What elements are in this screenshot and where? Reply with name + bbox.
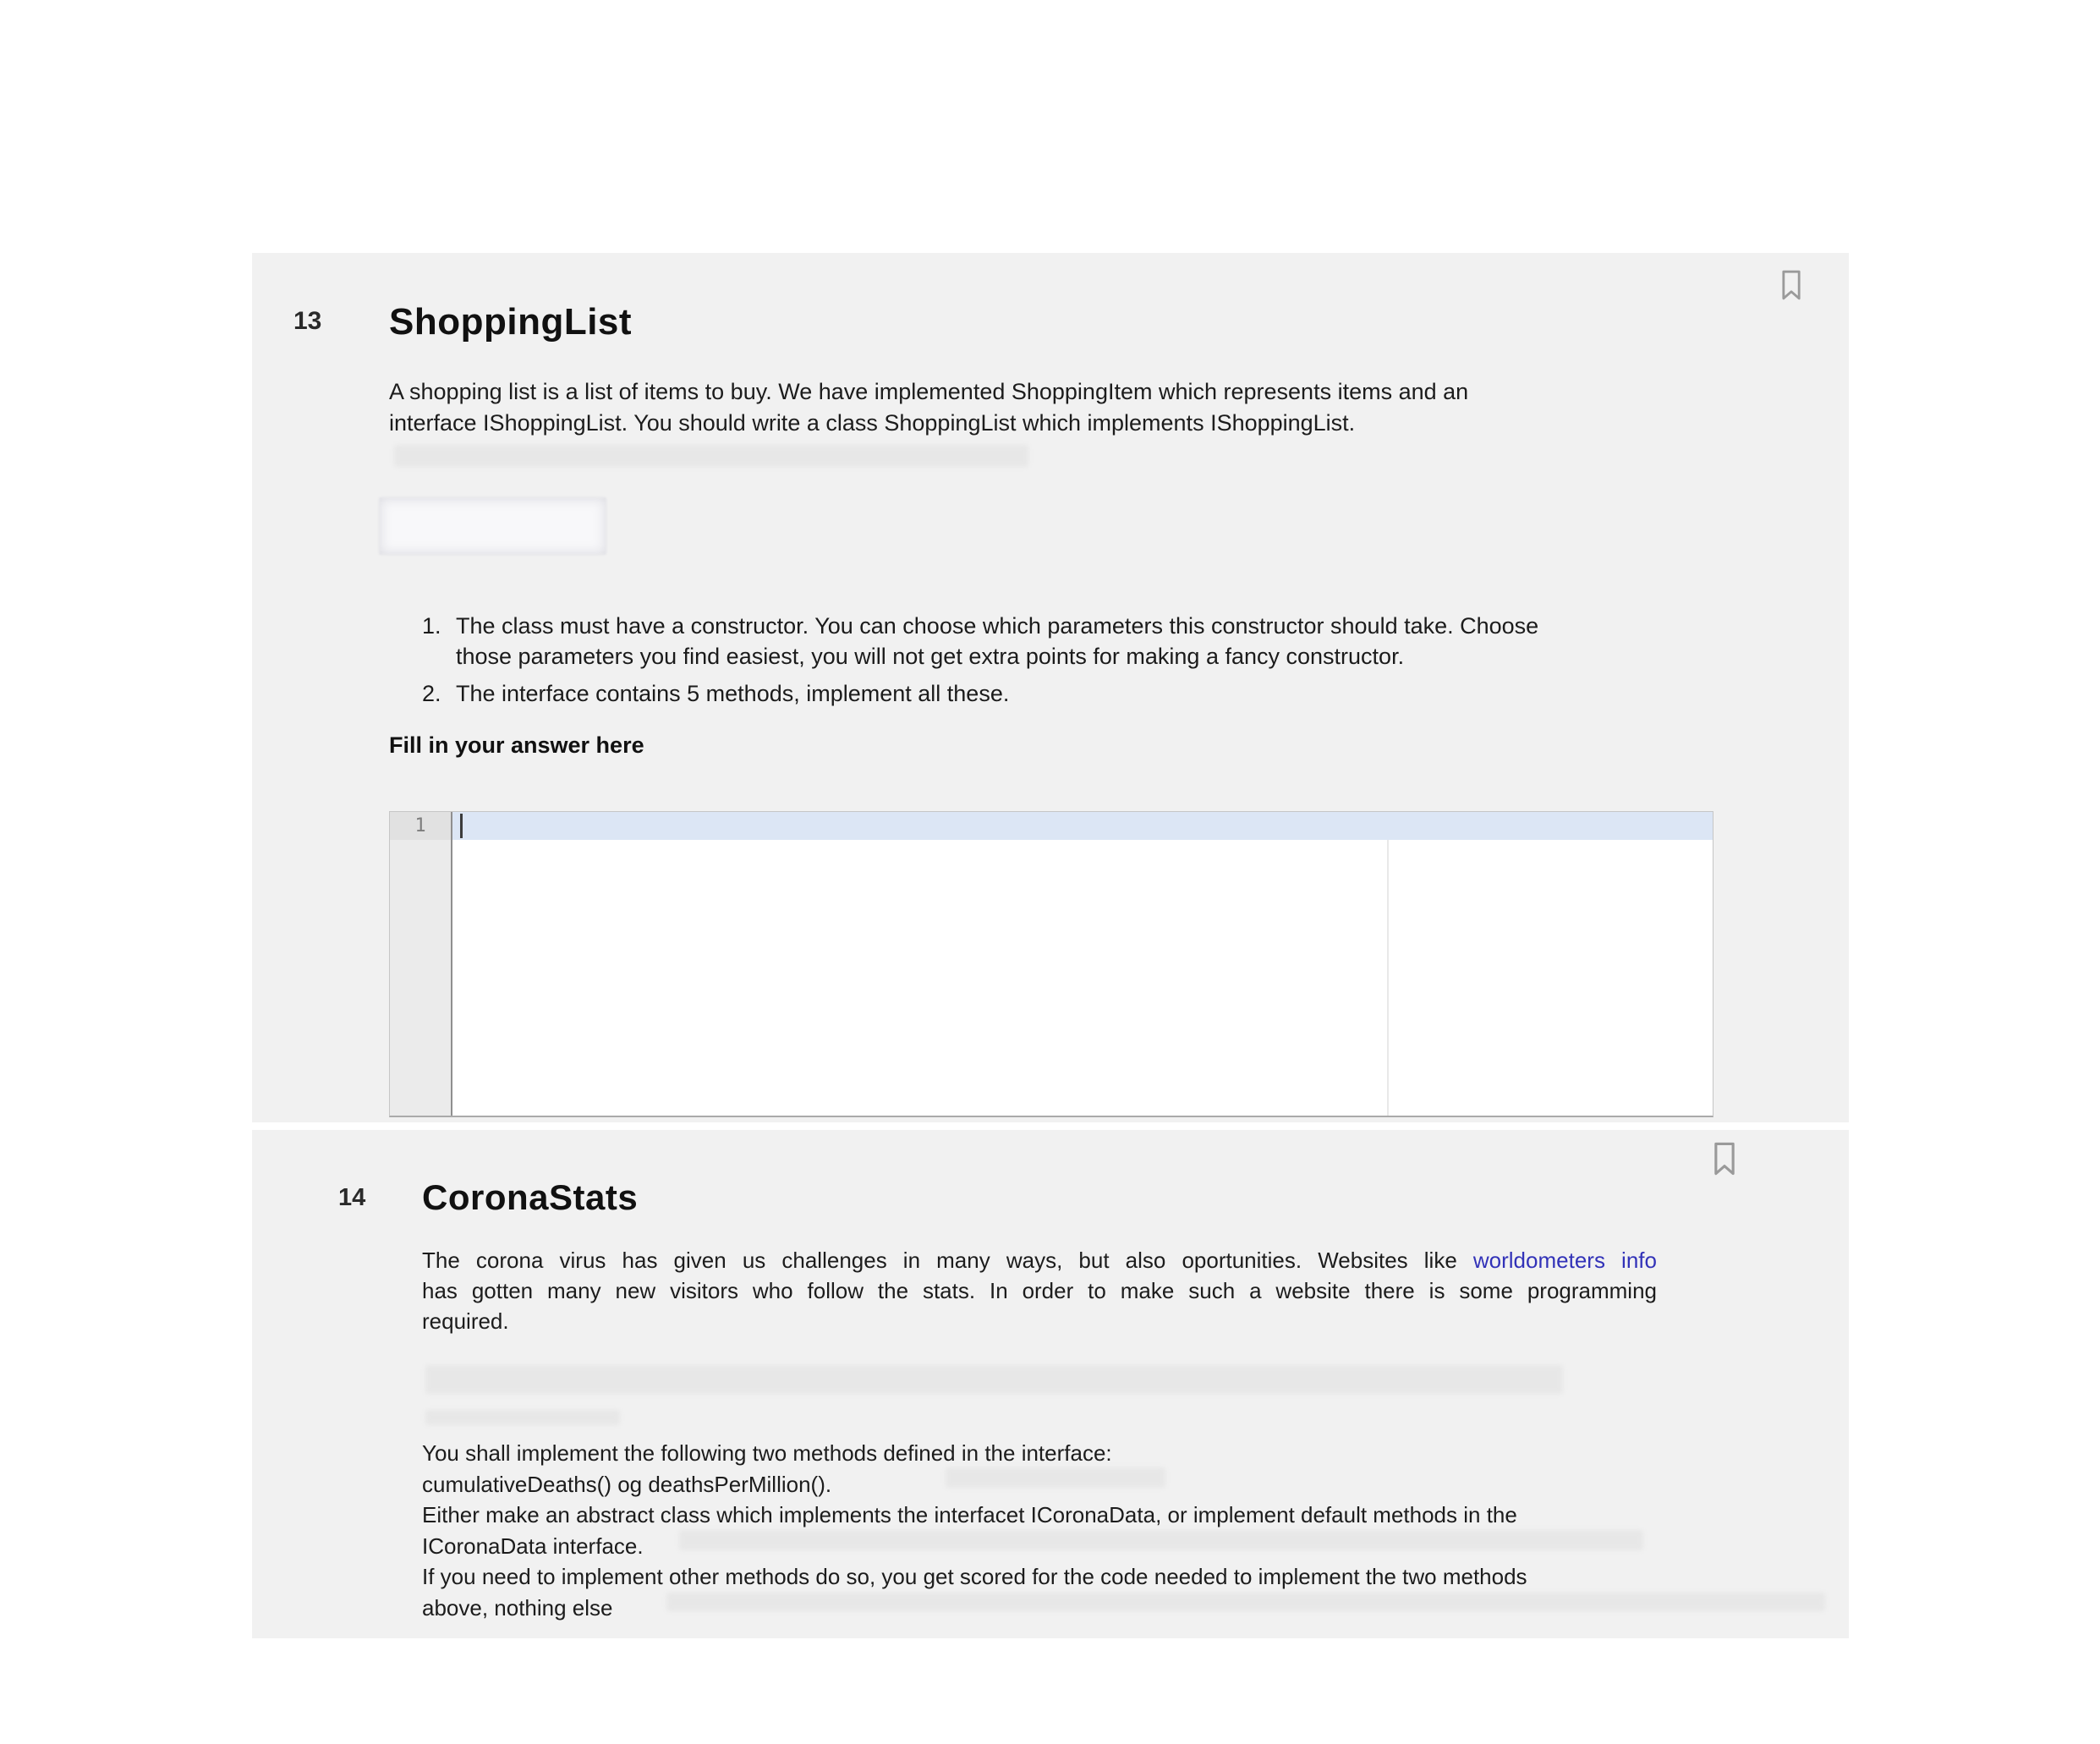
instruction-line: You shall implement the following two methods defined in the interface: [422, 1440, 1112, 1466]
page-fold-artifact [1387, 840, 1389, 1116]
line-number: 1 [390, 812, 451, 840]
question-title: ShoppingList [389, 301, 633, 343]
description-line: has gotten many new visitors who follow the stats. In order to make such a website there is some programming [422, 1278, 1657, 1303]
faded-image-artifact [379, 497, 606, 555]
description-line [422, 1245, 1657, 1275]
faded-text-artifact [946, 1467, 1165, 1488]
instruction-line: above, nothing else [422, 1594, 613, 1621]
bookmark-question-13-button[interactable] [1774, 266, 1808, 304]
instruction-line: If you need to implement other methods do so, you get scored for the code needed to implement the two methods [422, 1564, 1527, 1589]
requirements-list [422, 611, 1538, 716]
code-editor[interactable] [389, 811, 1713, 1117]
answer-prompt-label: Fill in your answer here [389, 732, 644, 758]
list-item-text [456, 611, 1538, 672]
worldometers-link[interactable]: worldometers info [1472, 1248, 1657, 1273]
editor-text-area[interactable] [452, 812, 1713, 1116]
text-cursor [460, 814, 463, 838]
question-number: 14 [338, 1184, 366, 1211]
list-item-line: The class must have a constructor. You can choose which parameters this constructor should take. Choose [456, 613, 1539, 639]
question-title: CoronaStats [422, 1177, 639, 1217]
list-item-marker: 2. [422, 681, 441, 706]
list-item-line: those parameters you find easiest, you will not get extra points for making a fancy constructor. [456, 644, 1405, 669]
bookmark-icon [1705, 1138, 1744, 1179]
question-14-panel [252, 1130, 1849, 1638]
question-13-panel [252, 253, 1849, 1122]
bookmark-question-14-button[interactable] [1705, 1138, 1744, 1179]
question-number: 13 [293, 307, 322, 335]
question-13-description [389, 376, 1468, 439]
faded-text-artifact [394, 445, 1028, 467]
list-item-text [456, 678, 1009, 709]
instruction-line: Either make an abstract class which implements the interfacet ICoronaData, or implement default methods in the [422, 1502, 1517, 1527]
faded-text-artifact [425, 1410, 620, 1425]
list-item-line: The interface contains 5 methods, implement all these. [456, 681, 1010, 706]
description-line: A shopping list is a list of items to buy. We have implemented ShoppingItem which represents items and an [389, 379, 1469, 404]
description-text: The corona virus has given us challenges in many ways, but also oportunities. Websites like [422, 1248, 1457, 1273]
editor-active-line-highlight [452, 812, 1713, 840]
instruction-line: ICoronaData interface. [422, 1533, 644, 1559]
description-line: interface IShoppingList. You should write a class ShoppingList which implements IShoppingList. [389, 410, 1356, 436]
question-14-description [422, 1245, 1657, 1336]
editor-line-number-gutter [390, 812, 452, 1116]
list-item [422, 678, 1538, 709]
list-item [422, 611, 1538, 672]
list-item-marker: 1. [422, 613, 441, 639]
faded-text-artifact [425, 1365, 1563, 1394]
bookmark-icon [1774, 266, 1808, 304]
faded-text-artifact [679, 1530, 1643, 1550]
instruction-line: cumulativeDeaths() og deathsPerMillion(). [422, 1471, 832, 1497]
description-line: required. [422, 1308, 509, 1334]
faded-text-artifact [666, 1593, 1825, 1611]
